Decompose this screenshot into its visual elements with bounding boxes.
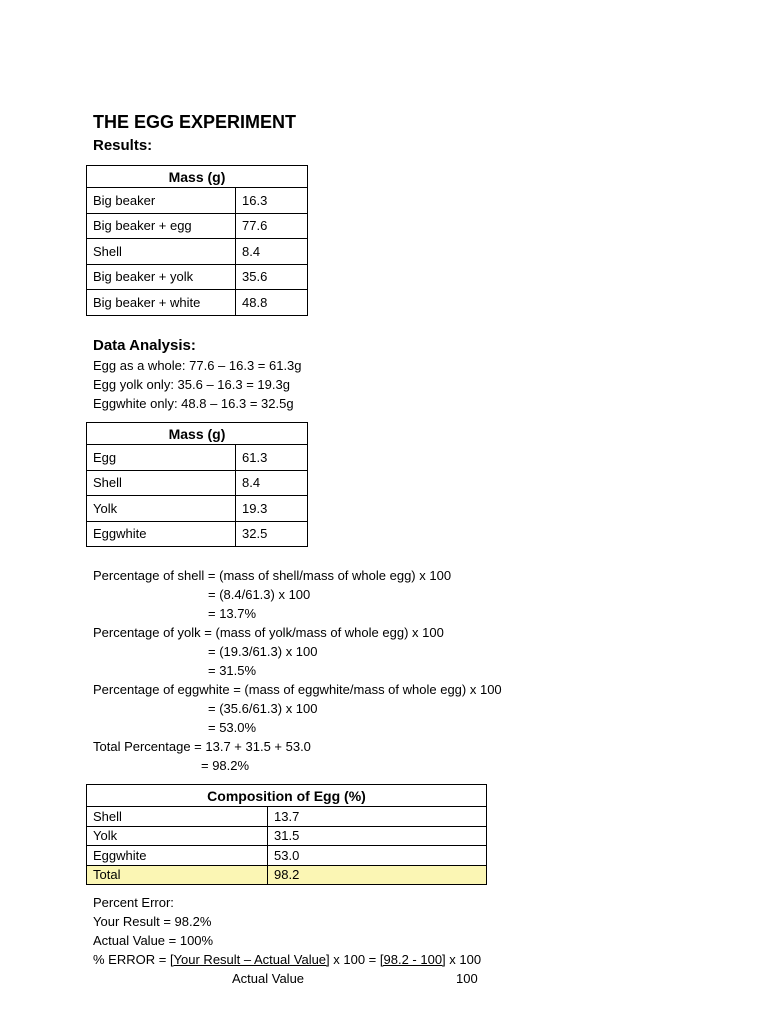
actual-value-line: Actual Value = 100% bbox=[93, 933, 214, 948]
error-numerator-values: [98.2 - 100] bbox=[379, 952, 446, 967]
table-header-row bbox=[87, 423, 308, 445]
table-header: Mass (g) bbox=[87, 423, 308, 445]
results-heading: Results: bbox=[93, 137, 153, 154]
component-mass-table bbox=[86, 422, 308, 547]
error-prefix: % ERROR = bbox=[93, 952, 170, 967]
table-row bbox=[87, 188, 308, 214]
analysis-heading: Data Analysis: bbox=[93, 337, 196, 354]
table-row bbox=[87, 239, 308, 265]
table-row bbox=[87, 290, 308, 316]
table-row bbox=[87, 496, 308, 522]
table-header: Composition of Egg (%) bbox=[87, 785, 487, 807]
yolk-formula: Percentage of yolk = (mass of yolk/mass of whole egg) x 100 bbox=[93, 625, 444, 640]
yolk-step: = (19.3/61.3) x 100 bbox=[208, 644, 318, 659]
total-value: 98.2 bbox=[268, 865, 487, 885]
table-row bbox=[87, 807, 487, 827]
raw-mass-table bbox=[86, 165, 308, 316]
error-numerator: [Your Result – Actual Value] bbox=[169, 952, 330, 967]
table-row bbox=[87, 445, 308, 471]
row-value: 61.3 bbox=[236, 445, 308, 471]
error-formula-line bbox=[93, 950, 481, 969]
error-suffix: x 100 bbox=[445, 952, 482, 967]
analysis-line: Egg yolk only: 35.6 – 16.3 = 19.3g bbox=[93, 377, 290, 392]
percent-error-heading: Percent Error: bbox=[93, 895, 174, 910]
table-row bbox=[87, 826, 487, 846]
shell-formula: Percentage of shell = (mass of shell/mass of whole egg) x 100 bbox=[93, 568, 452, 583]
composition-table bbox=[86, 784, 487, 885]
row-value: 16.3 bbox=[236, 188, 308, 214]
table-header-row bbox=[87, 166, 308, 188]
table-row bbox=[87, 264, 308, 290]
white-step: = (35.6/61.3) x 100 bbox=[208, 701, 318, 716]
row-value: 35.6 bbox=[236, 264, 308, 290]
row-label: Big beaker + white bbox=[87, 290, 236, 316]
row-value: 13.7 bbox=[268, 807, 487, 827]
row-value: 48.8 bbox=[236, 290, 308, 316]
row-label: Shell bbox=[87, 470, 236, 496]
analysis-line: Egg as a whole: 77.6 – 16.3 = 61.3g bbox=[93, 358, 302, 373]
row-value: 19.3 bbox=[236, 496, 308, 522]
error-denominator: Actual Value bbox=[232, 971, 305, 986]
total-row bbox=[87, 865, 487, 885]
row-label: Egg bbox=[87, 445, 236, 471]
row-label: Big beaker + egg bbox=[87, 213, 236, 239]
row-value: 77.6 bbox=[236, 213, 308, 239]
row-label: Eggwhite bbox=[87, 846, 268, 866]
row-label: Big beaker + yolk bbox=[87, 264, 236, 290]
total-formula: Total Percentage = 13.7 + 31.5 + 53.0 bbox=[93, 739, 311, 754]
table-header: Mass (g) bbox=[87, 166, 308, 188]
white-formula: Percentage of eggwhite = (mass of eggwhite/mass of whole egg) x 100 bbox=[93, 682, 502, 697]
error-denominator-value: 100 bbox=[456, 971, 478, 986]
table-row bbox=[87, 213, 308, 239]
shell-result: = 13.7% bbox=[208, 606, 257, 621]
your-result-line: Your Result = 98.2% bbox=[93, 914, 212, 929]
row-value: 53.0 bbox=[268, 846, 487, 866]
table-row bbox=[87, 846, 487, 866]
total-label: Total bbox=[87, 865, 268, 885]
analysis-line: Eggwhite only: 48.8 – 16.3 = 32.5g bbox=[93, 396, 294, 411]
total-result: = 98.2% bbox=[201, 758, 250, 773]
row-label: Eggwhite bbox=[87, 521, 236, 547]
row-label: Big beaker bbox=[87, 188, 236, 214]
document-title: THE EGG EXPERIMENT bbox=[93, 112, 297, 132]
row-label: Shell bbox=[87, 239, 236, 265]
row-label: Yolk bbox=[87, 826, 268, 846]
row-label: Shell bbox=[87, 807, 268, 827]
row-value: 8.4 bbox=[236, 470, 308, 496]
table-row bbox=[87, 521, 308, 547]
error-mid: x 100 = bbox=[329, 952, 380, 967]
table-header-row bbox=[87, 785, 487, 807]
yolk-result: = 31.5% bbox=[208, 663, 257, 678]
row-value: 32.5 bbox=[236, 521, 308, 547]
table-row bbox=[87, 470, 308, 496]
white-result: = 53.0% bbox=[208, 720, 257, 735]
row-value: 8.4 bbox=[236, 239, 308, 265]
row-value: 31.5 bbox=[268, 826, 487, 846]
row-label: Yolk bbox=[87, 496, 236, 522]
shell-step: = (8.4/61.3) x 100 bbox=[208, 587, 311, 602]
